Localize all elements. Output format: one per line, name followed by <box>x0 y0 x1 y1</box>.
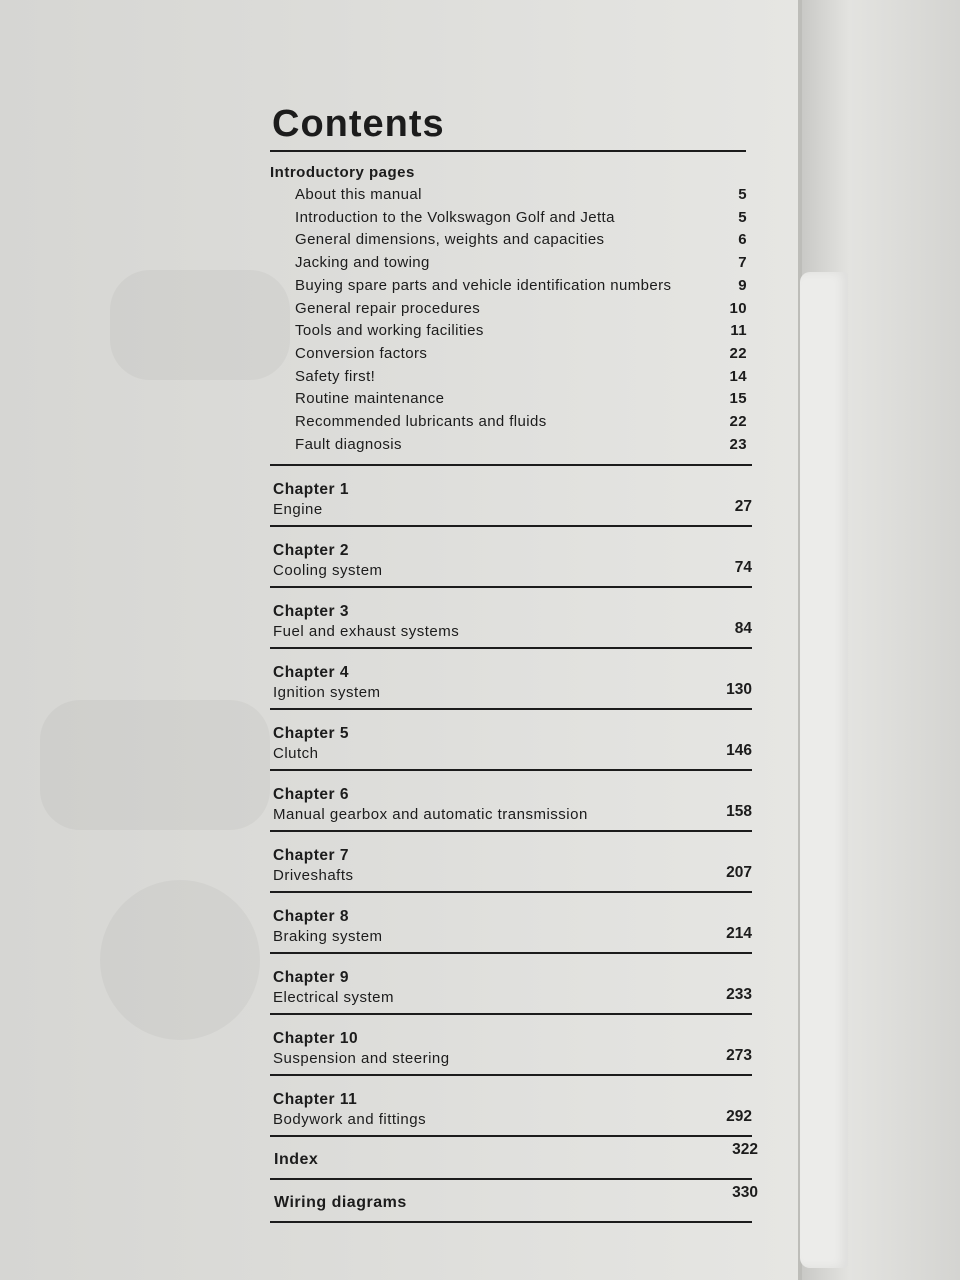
chapter-number: Chapter 5 <box>273 725 349 743</box>
entry-page: 5 <box>738 186 747 203</box>
intro-entry[interactable] <box>270 320 747 343</box>
intro-entry[interactable] <box>270 229 747 252</box>
chapter-page: 27 <box>734 498 752 516</box>
chapter-title: Suspension and steering <box>273 1050 450 1068</box>
title-rule <box>270 150 746 152</box>
index-title: Index <box>274 1151 319 1169</box>
intro-entry[interactable] <box>270 434 747 457</box>
chapter-entry[interactable] <box>270 710 756 769</box>
chapter-page: 292 <box>726 1108 752 1126</box>
show-through-shape <box>40 700 270 830</box>
intro-entry[interactable] <box>270 184 747 207</box>
chapter-entry[interactable] <box>270 466 756 525</box>
index-entry[interactable] <box>270 1137 760 1178</box>
chapter-page: 214 <box>726 925 752 943</box>
chapter-entry[interactable] <box>270 954 756 1013</box>
chapter-title: Ignition system <box>273 684 381 702</box>
entry-page: 7 <box>738 254 747 272</box>
entry-label: Routine maintenance <box>295 390 445 408</box>
table-of-contents <box>270 100 760 1223</box>
wiring-diagrams-page: 330 <box>732 1184 758 1202</box>
intro-entry[interactable] <box>270 298 747 321</box>
chapter-number: Chapter 4 <box>273 664 349 682</box>
chapter-title: Cooling system <box>273 562 383 580</box>
entry-label: Recommended lubricants and fluids <box>295 413 547 431</box>
entry-page: 6 <box>738 231 747 249</box>
chapter-page: 130 <box>726 681 752 699</box>
page-title: Contents <box>272 103 445 145</box>
wiring-diagrams-entry[interactable] <box>270 1180 760 1221</box>
chapter-entry[interactable] <box>270 1015 756 1074</box>
chapter-number: Chapter 9 <box>273 969 349 987</box>
chapter-title: Braking system <box>273 928 383 946</box>
chapter-entry[interactable] <box>270 1076 756 1135</box>
section-divider <box>270 1221 752 1223</box>
intro-heading: Introductory pages <box>270 164 415 181</box>
entry-page: 10 <box>729 299 747 317</box>
entry-label: Fault diagnosis <box>295 435 402 453</box>
entry-page: 15 <box>729 390 747 408</box>
intro-entry[interactable] <box>270 388 747 411</box>
chapter-title: Clutch <box>273 745 319 763</box>
intro-entry[interactable] <box>270 411 747 434</box>
show-through-shape <box>110 270 290 380</box>
chapter-page: 158 <box>726 803 752 821</box>
entry-label: Jacking and towing <box>295 254 430 272</box>
chapter-title: Electrical system <box>273 989 395 1007</box>
chapter-number: Chapter 3 <box>273 603 349 621</box>
entry-label: Safety first! <box>295 367 376 385</box>
binder-edge <box>800 272 848 1268</box>
chapter-page: 146 <box>726 742 752 760</box>
entry-page: 9 <box>738 276 747 294</box>
entry-page: 23 <box>729 435 747 453</box>
chapter-title: Bodywork and fittings <box>273 1111 427 1129</box>
entry-label: About this manual <box>295 186 422 203</box>
chapter-page: 84 <box>734 620 752 638</box>
chapter-number: Chapter 7 <box>273 847 349 865</box>
entry-label: Conversion factors <box>295 344 428 362</box>
chapter-title: Manual gearbox and automatic transmission <box>273 806 588 824</box>
chapter-title: Engine <box>273 501 323 519</box>
chapter-number: Chapter 10 <box>273 1030 359 1048</box>
entry-label: General dimensions, weights and capacities <box>295 231 605 249</box>
chapter-page: 233 <box>726 986 752 1004</box>
show-through-shape <box>100 880 260 1040</box>
intro-entry[interactable] <box>270 343 747 366</box>
entry-page: 5 <box>738 208 747 226</box>
chapter-entry[interactable] <box>270 649 756 708</box>
chapter-title: Fuel and exhaust systems <box>273 623 460 641</box>
chapter-entry[interactable] <box>270 527 756 586</box>
entry-page: 14 <box>729 367 747 385</box>
chapter-entry[interactable] <box>270 771 756 830</box>
entry-label: Tools and working facilities <box>295 322 484 340</box>
wiring-diagrams-title: Wiring diagrams <box>274 1194 407 1212</box>
chapter-title: Driveshafts <box>273 867 354 885</box>
chapter-number: Chapter 11 <box>273 1091 358 1109</box>
intro-entry[interactable] <box>270 366 747 389</box>
intro-entry[interactable] <box>270 252 747 275</box>
chapter-number: Chapter 8 <box>273 908 349 926</box>
chapter-page: 207 <box>726 864 752 882</box>
intro-entry[interactable] <box>270 275 747 298</box>
chapter-entry[interactable] <box>270 588 756 647</box>
intro-list <box>270 184 760 456</box>
entry-page: 22 <box>729 344 747 362</box>
chapter-entry[interactable] <box>270 832 756 891</box>
chapter-number: Chapter 6 <box>273 786 349 804</box>
entry-label: General repair procedures <box>295 299 481 317</box>
entry-page: 11 <box>730 322 747 340</box>
chapter-page: 74 <box>734 559 752 577</box>
entry-label: Buying spare parts and vehicle identification numbers <box>295 276 672 294</box>
chapter-entry[interactable] <box>270 893 756 952</box>
chapter-number: Chapter 1 <box>273 481 349 499</box>
chapter-number: Chapter 2 <box>273 542 349 560</box>
intro-entry[interactable] <box>270 207 747 230</box>
index-page: 322 <box>732 1141 758 1159</box>
entry-page: 22 <box>729 413 747 431</box>
chapter-page: 273 <box>726 1047 752 1065</box>
entry-label: Introduction to the Volkswagon Golf and Jetta <box>295 208 615 226</box>
